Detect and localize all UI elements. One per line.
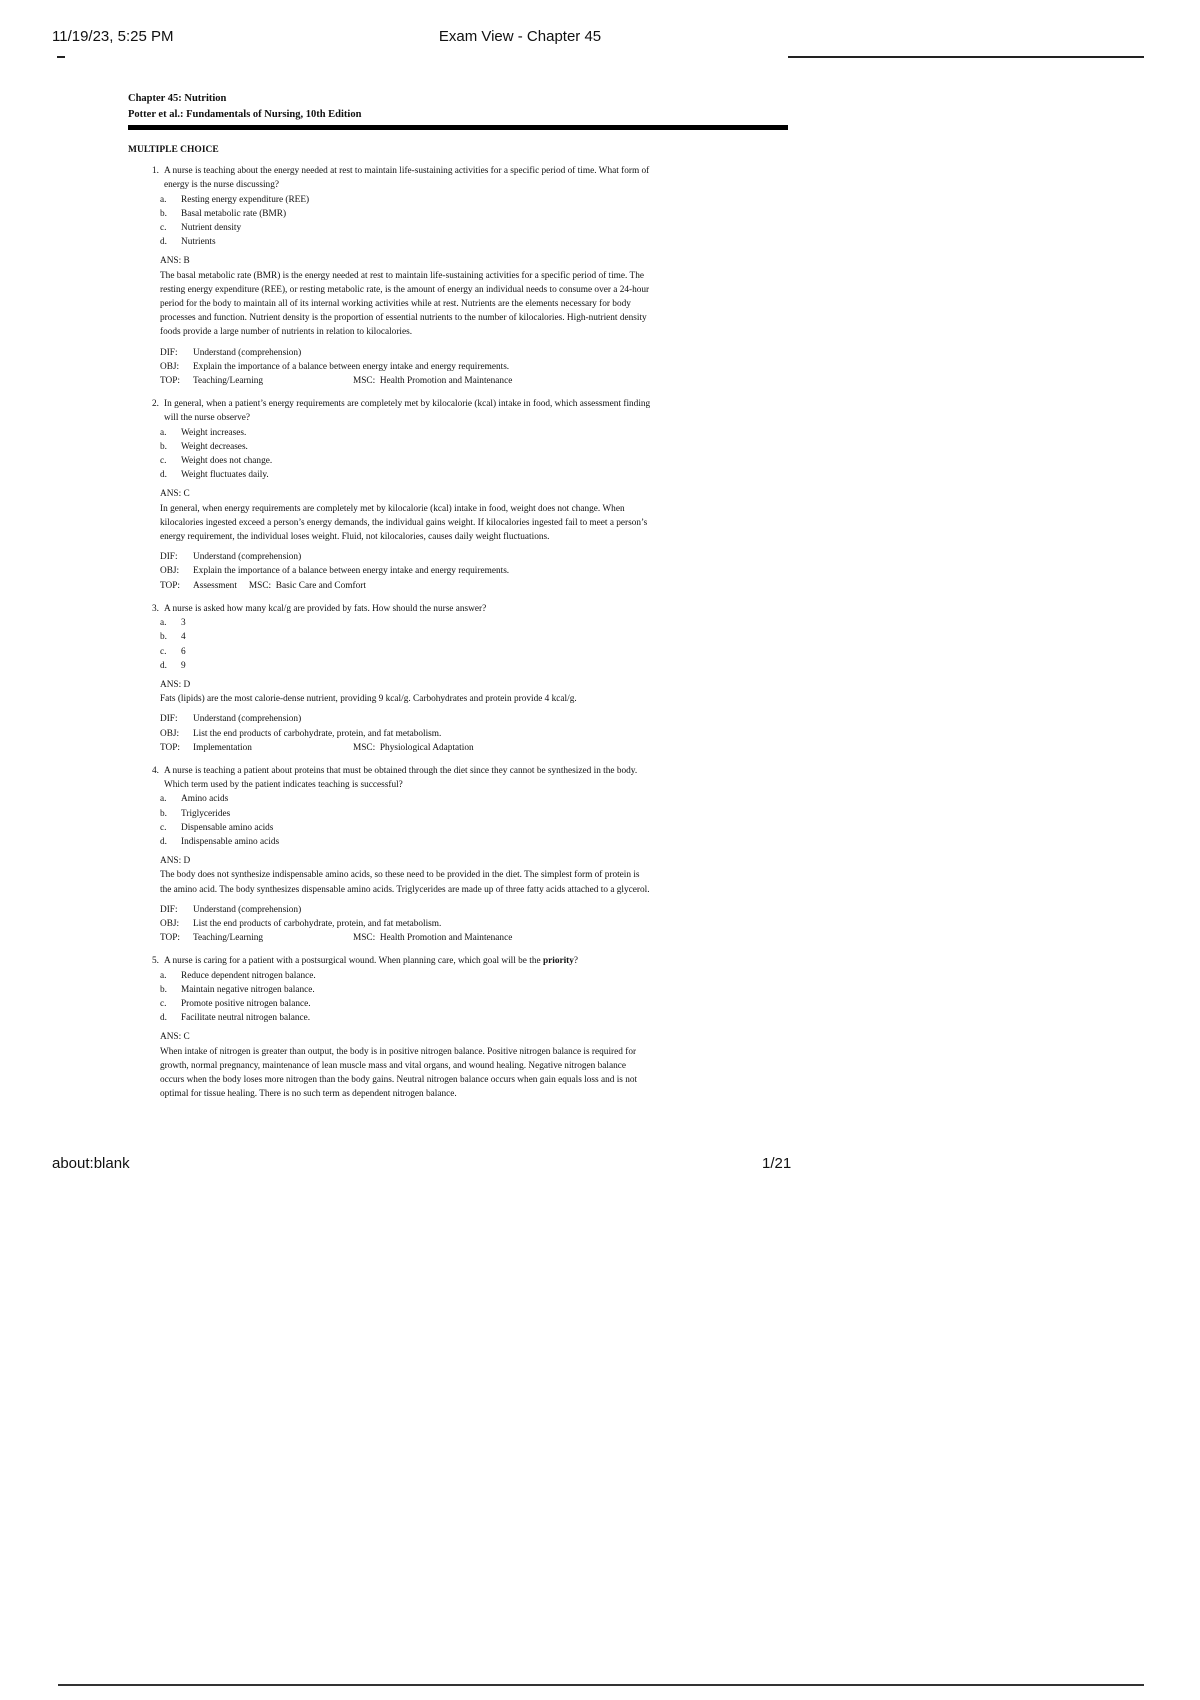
option-c bbox=[160, 997, 788, 1011]
stem-line: energy is the nurse discussing? bbox=[164, 180, 279, 191]
option-text: 3 bbox=[181, 618, 186, 629]
rationale-line: period for the body to maintain all of its internal working activities while at rest. Nutrients are the elements necessary for body bbox=[160, 299, 631, 310]
obj-label: OBJ: bbox=[160, 566, 180, 577]
rationale-line: the amino acid. The body synthesizes dispensable amino acids. Triglycerides are made up of three fatty acids attached to a glycerol. bbox=[160, 884, 650, 895]
objective: List the end products of carbohydrate, protein, and fat metabolism. bbox=[193, 728, 442, 739]
option-letter: b. bbox=[160, 808, 167, 819]
option-text: Weight decreases. bbox=[181, 441, 248, 452]
question-stem bbox=[128, 164, 788, 192]
rationale-line: foods provide a large number of nutrients in relation to kilocalories. bbox=[160, 327, 413, 338]
option-letter: d. bbox=[160, 237, 167, 248]
top-label: TOP: bbox=[160, 742, 180, 753]
option-letter: c. bbox=[160, 456, 167, 467]
option-b bbox=[160, 807, 788, 821]
obj-label: OBJ: bbox=[160, 918, 180, 929]
rationale-line: The body does not synthesize indispensable amino acids, so these need to be provided in the diet. The simplest form of protein is bbox=[160, 870, 640, 881]
msc-label: MSC: bbox=[353, 376, 376, 387]
option-c bbox=[160, 221, 788, 235]
stem-text: A nurse is caring for a patient with a postsurgical wound. When planning care, which goal will be the bbox=[164, 956, 543, 967]
option-c bbox=[160, 821, 788, 835]
stem-emphasis: priority bbox=[542, 956, 574, 967]
difficulty: Understand (comprehension) bbox=[193, 904, 302, 915]
option-letter: c. bbox=[160, 822, 167, 833]
objective: Explain the importance of a balance between energy intake and energy requirements. bbox=[193, 361, 510, 372]
rationale-line: growth, normal pregnancy, maintenance of lean muscle mass and vital organs, and wound healing. Negative nitrogen balance bbox=[160, 1060, 626, 1071]
option-text: Weight increases. bbox=[181, 427, 247, 438]
option-letter: c. bbox=[160, 998, 167, 1009]
client-needs: Physiological Adaptation bbox=[379, 742, 474, 753]
option-d bbox=[160, 659, 788, 673]
question-number: 4. bbox=[152, 765, 159, 776]
question-text bbox=[164, 164, 788, 192]
header-dash bbox=[57, 56, 65, 58]
question-stem bbox=[128, 764, 788, 792]
print-page-number: 1/21 bbox=[762, 1155, 792, 1172]
answer-key: ANS: C bbox=[160, 1032, 190, 1043]
rationale-line: The basal metabolic rate (BMR) is the energy needed at rest to maintain life-sustaining activities for a specific period of time. The bbox=[160, 270, 644, 281]
option-text: Maintain negative nitrogen balance. bbox=[181, 984, 315, 995]
question-metadata bbox=[128, 550, 788, 593]
msc-label: MSC: bbox=[248, 580, 272, 591]
stem-line: In general, when a patient’s energy requirements are completely met by kilocalorie (kcal) intake in food, which assessment finding bbox=[164, 399, 651, 410]
question-1 bbox=[128, 164, 788, 388]
option-text: Resting energy expenditure (REE) bbox=[181, 194, 310, 205]
chapter-title: Chapter 45: Nutrition bbox=[128, 93, 227, 104]
option-text: Dispensable amino acids bbox=[181, 822, 274, 833]
option-text: 4 bbox=[181, 632, 186, 643]
option-letter: a. bbox=[160, 194, 167, 205]
top-label: TOP: bbox=[160, 376, 180, 387]
question-text bbox=[164, 397, 788, 425]
print-datetime: 11/19/23, 5:25 PM bbox=[52, 28, 174, 45]
question-4 bbox=[128, 764, 788, 945]
option-b bbox=[160, 983, 788, 997]
header-rule bbox=[788, 56, 1144, 58]
option-c bbox=[160, 454, 788, 468]
option-a bbox=[160, 792, 788, 806]
topic: Implementation bbox=[193, 742, 252, 753]
question-text bbox=[164, 602, 788, 616]
option-letter: a. bbox=[160, 970, 167, 981]
stem-line: A nurse is teaching about the energy needed at rest to maintain life-sustaining activities for a specific period of time. What form of bbox=[164, 166, 650, 177]
option-text: Nutrients bbox=[181, 237, 216, 248]
option-d bbox=[160, 1011, 788, 1025]
print-url: about:blank bbox=[52, 1155, 130, 1172]
option-a bbox=[160, 616, 788, 630]
option-text: Basal metabolic rate (BMR) bbox=[181, 208, 287, 219]
rationale-line: optimal for tissue healing. There is no such term as dependent nitrogen balance. bbox=[160, 1089, 457, 1100]
option-text: Nutrient density bbox=[181, 223, 242, 234]
topic: Teaching/Learning bbox=[193, 376, 264, 387]
objective: Explain the importance of a balance between energy intake and energy requirements. bbox=[193, 566, 510, 577]
option-letter: b. bbox=[160, 208, 167, 219]
question-2 bbox=[128, 397, 788, 593]
obj-label: OBJ: bbox=[160, 728, 180, 739]
print-page-title: Exam View - Chapter 45 bbox=[438, 28, 602, 45]
question-number: 2. bbox=[152, 399, 159, 410]
dif-label: DIF: bbox=[160, 552, 178, 563]
rationale-line: energy requirement, the individual loses weight. Fluid, not kilocalories, causes daily weight fluctuations. bbox=[160, 532, 550, 543]
option-letter: b. bbox=[160, 632, 167, 643]
top-label: TOP: bbox=[160, 933, 180, 944]
option-letter: a. bbox=[160, 427, 167, 438]
question-number: 1. bbox=[152, 166, 159, 177]
option-text: 6 bbox=[181, 646, 186, 657]
stem-line: A nurse is asked how many kcal/g are provided by fats. How should the nurse answer? bbox=[164, 603, 487, 614]
option-letter: b. bbox=[160, 441, 167, 452]
rationale-line: resting energy expenditure (REE), or resting metabolic rate, is the amount of energy an individual needs to consume over a 24-hour bbox=[160, 284, 650, 295]
option-text: Amino acids bbox=[181, 794, 229, 805]
option-text: Facilitate neutral nitrogen balance. bbox=[181, 1013, 311, 1024]
stem-end: ? bbox=[573, 956, 579, 967]
answer-key: ANS: B bbox=[160, 256, 190, 267]
question-stem bbox=[128, 397, 788, 425]
answer-key: ANS: C bbox=[160, 489, 190, 500]
stem-line: A nurse is teaching a patient about proteins that must be obtained through the diet since they cannot be synthesized in the body. bbox=[164, 765, 638, 776]
option-d bbox=[160, 468, 788, 482]
option-text: Weight does not change. bbox=[181, 456, 273, 467]
question-text bbox=[164, 764, 788, 792]
section-heading: MULTIPLE CHOICE bbox=[128, 145, 219, 155]
stem-line: Which term used by the patient indicates teaching is successful? bbox=[164, 780, 403, 791]
question-5 bbox=[128, 954, 788, 1101]
option-d bbox=[160, 235, 788, 249]
option-a bbox=[160, 969, 788, 983]
question-text bbox=[164, 954, 788, 968]
option-text: 9 bbox=[181, 660, 186, 671]
answer-key: ANS: D bbox=[160, 679, 191, 690]
msc-label: MSC: bbox=[353, 742, 376, 753]
option-text: Indispensable amino acids bbox=[181, 836, 280, 847]
client-needs: Health Promotion and Maintenance bbox=[379, 933, 513, 944]
stem-line: will the nurse observe? bbox=[164, 413, 250, 424]
client-needs: Health Promotion and Maintenance bbox=[379, 376, 513, 387]
question-stem bbox=[128, 954, 788, 968]
answer-key: ANS: D bbox=[160, 856, 191, 867]
option-text: Triglycerides bbox=[181, 808, 231, 819]
title-rule bbox=[128, 125, 788, 130]
option-text: Reduce dependent nitrogen balance. bbox=[181, 970, 316, 981]
option-text: Promote positive nitrogen balance. bbox=[181, 998, 311, 1009]
difficulty: Understand (comprehension) bbox=[193, 714, 302, 725]
option-text: Weight fluctuates daily. bbox=[181, 470, 269, 481]
option-a bbox=[160, 193, 788, 207]
question-metadata bbox=[128, 903, 788, 946]
option-letter: d. bbox=[160, 470, 167, 481]
option-b bbox=[160, 207, 788, 221]
option-letter: c. bbox=[160, 223, 167, 234]
rationale-line: occurs when the body loses more nitrogen than the body gains. Neutral nitrogen balance occurs when gain equals loss and is not bbox=[160, 1074, 638, 1085]
difficulty: Understand (comprehension) bbox=[193, 552, 302, 563]
option-letter: d. bbox=[160, 836, 167, 847]
question-stem bbox=[128, 602, 788, 616]
question-metadata bbox=[128, 712, 788, 755]
rationale-line: When intake of nitrogen is greater than output, the body is in positive nitrogen balance. Positive nitrogen balance is required for bbox=[160, 1046, 637, 1057]
exam-document bbox=[128, 91, 788, 1110]
difficulty: Understand (comprehension) bbox=[193, 347, 302, 358]
topic: Teaching/Learning bbox=[193, 933, 264, 944]
dif-label: DIF: bbox=[160, 904, 178, 915]
top-label: TOP: bbox=[160, 580, 180, 591]
option-b bbox=[160, 440, 788, 454]
msc-label: MSC: bbox=[353, 933, 376, 944]
option-letter: a. bbox=[160, 794, 167, 805]
option-letter: c. bbox=[160, 646, 167, 657]
obj-label: OBJ: bbox=[160, 361, 180, 372]
topic: Assessment bbox=[193, 580, 237, 591]
option-letter: d. bbox=[160, 1013, 167, 1024]
rationale-line: In general, when energy requirements are completely met by kilocalorie (kcal) intake in food, weight does not change. When bbox=[160, 503, 625, 514]
option-c bbox=[160, 645, 788, 659]
objective: List the end products of carbohydrate, protein, and fat metabolism. bbox=[193, 918, 442, 929]
option-b bbox=[160, 630, 788, 644]
option-letter: d. bbox=[160, 660, 167, 671]
question-3 bbox=[128, 602, 788, 755]
question-metadata bbox=[128, 346, 788, 389]
option-letter: a. bbox=[160, 618, 167, 629]
dif-label: DIF: bbox=[160, 347, 178, 358]
rationale-line: processes and function. Nutrient density is the proportion of essential nutrients to the number of kilocalories. High-nutrient density bbox=[160, 313, 647, 324]
dif-label: DIF: bbox=[160, 714, 178, 725]
book-title: Potter et al.: Fundamentals of Nursing, 10th Edition bbox=[128, 109, 362, 120]
rationale-line: Fats (lipids) are the most calorie-dense nutrient, providing 9 kcal/g. Carbohydrates and protein provide 4 kcal/g. bbox=[160, 694, 577, 705]
client-needs: Basic Care and Comfort bbox=[275, 580, 366, 591]
bottom-rule bbox=[58, 1684, 1144, 1686]
question-number: 5. bbox=[152, 956, 159, 967]
option-a bbox=[160, 426, 788, 440]
option-d bbox=[160, 835, 788, 849]
option-letter: b. bbox=[160, 984, 167, 995]
question-number: 3. bbox=[152, 603, 159, 614]
rationale-line: kilocalories ingested exceed a person’s energy demands, the individual gains weight. If kilocalories ingested fail to meet a person’s bbox=[160, 517, 648, 528]
